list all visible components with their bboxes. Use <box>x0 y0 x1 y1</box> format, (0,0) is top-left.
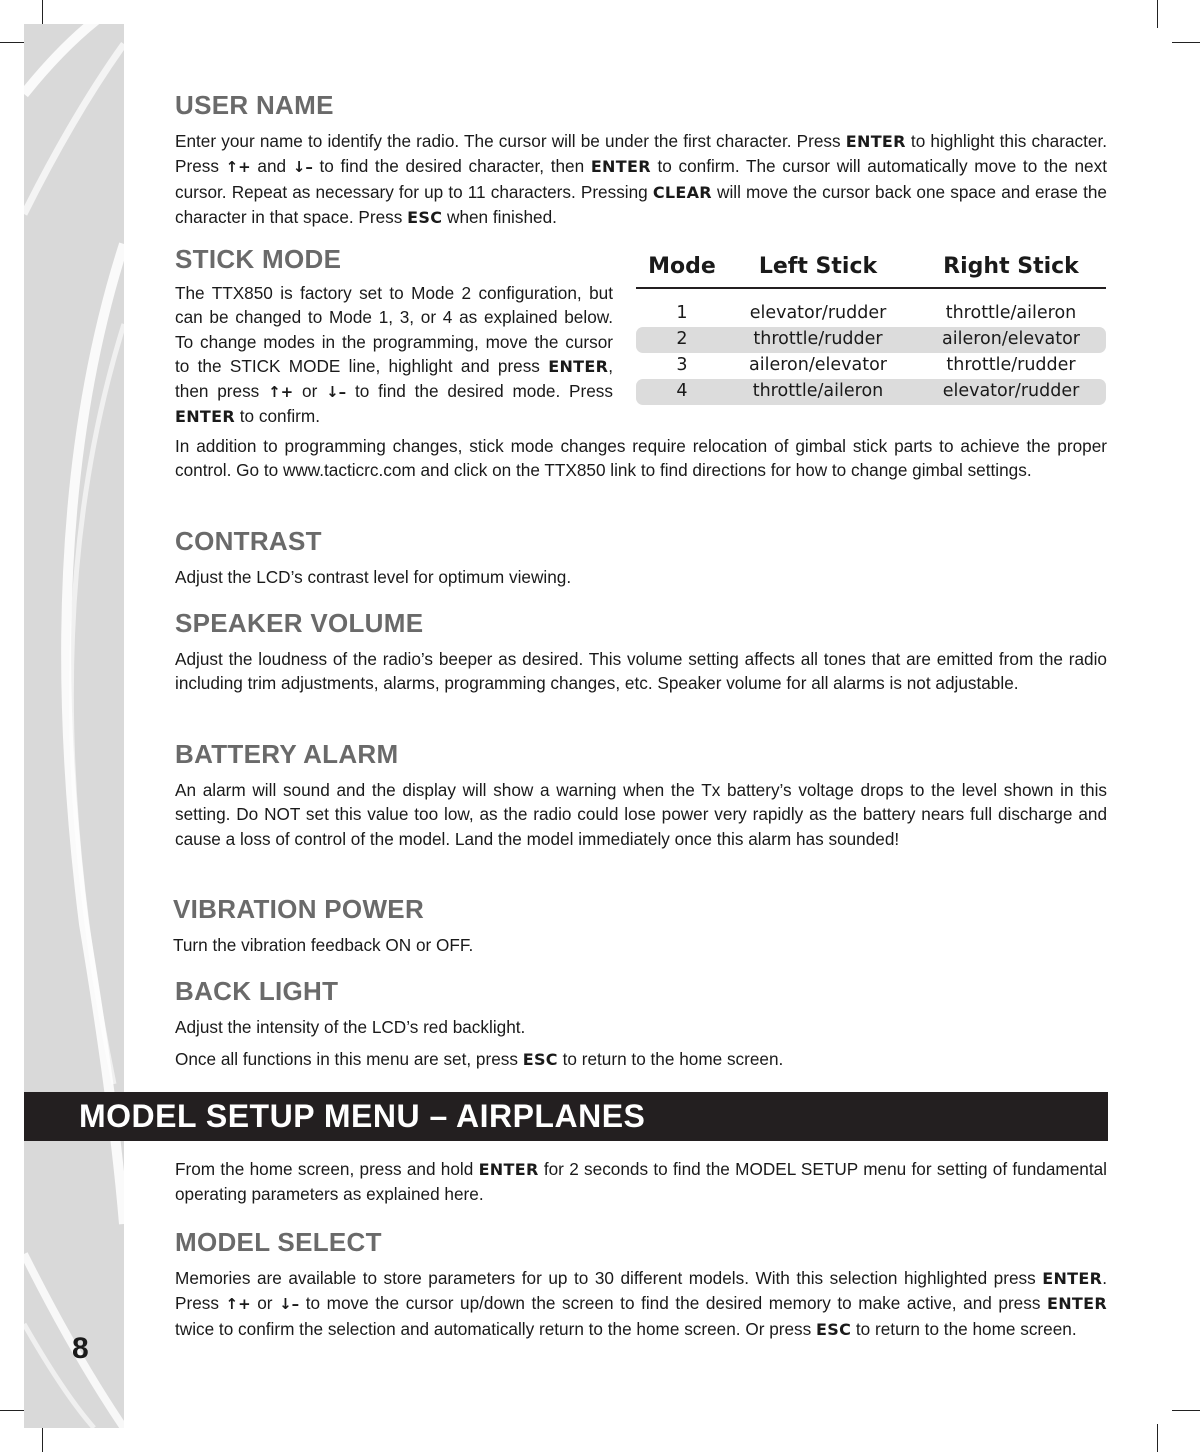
crop-mark <box>1157 0 1158 28</box>
user-name-section <box>175 90 1107 230</box>
model-select-section <box>175 1227 1107 1342</box>
down-minus-key-icon: ↓– <box>292 158 313 177</box>
section-title: VIBRATION POWER <box>173 894 425 924</box>
table-row: 3 aileron/elevator throttle/rudder <box>676 355 1076 375</box>
down-minus-key-icon: ↓– <box>279 1295 300 1314</box>
section-body: In addition to programming changes, stick mode changes require relocation of gimbal stick parts to achieve the proper control. Go to www.tacticrc.com and click on the TTX850 link to find directions for how to change gimbal settings. <box>175 436 1107 481</box>
stick-mode-note <box>175 434 1107 483</box>
section-body: An alarm will sound and the display will show a warning when the Tx battery’s voltage drops to the level shown in this setting. Do NOT set this value too low, as the radio could lose power very rapidly as the battery nears full discharge and cause a loss of control of the model. Land the model immediately once this alarm has sounded! <box>175 780 1107 849</box>
speaker-volume-section <box>175 608 1107 696</box>
section-title: BATTERY ALARM <box>175 739 399 769</box>
section-body: Adjust the loudness of the radio’s beeper as desired. This volume setting affects all tones that are emitted from the radio including trim adjustments, alarms, programming changes, etc. Speaker volume for all alarms is not adjustable. <box>175 649 1107 694</box>
banner-title: MODEL SETUP MENU – AIRPLANES <box>79 1098 646 1134</box>
stick-mode-table <box>636 250 1106 405</box>
decorative-sidebar <box>24 24 124 1428</box>
section-title: MODEL SELECT <box>175 1227 382 1257</box>
section-body: The TTX850 is factory set to Mode 2 configuration, but can be changed to Mode 1, 3, or 4 as explained below. To change modes in the programming, move the cursor to the STICK MODE line, highlight and press ENTER, then press ↑+ or ↓– to find the desired mode. Press ENTER to confirm. <box>175 283 613 427</box>
crop-mark <box>42 1424 43 1452</box>
page-number: 8 <box>72 1332 89 1365</box>
closing-note: Once all functions in this menu are set, press ESC to return to the home screen. <box>175 1049 784 1070</box>
back-light-section <box>175 976 1107 1073</box>
section-body: Adjust the LCD’s contrast level for optimum viewing. <box>175 567 572 587</box>
crop-mark <box>1157 1424 1158 1452</box>
column-header: Right Stick <box>943 254 1079 279</box>
down-minus-key-icon: ↓– <box>326 383 347 402</box>
section-title: BACK LIGHT <box>175 976 339 1006</box>
vibration-power-section <box>173 894 1105 957</box>
column-header: Mode <box>648 254 716 279</box>
column-header: Left Stick <box>758 254 878 279</box>
stick-mode-section <box>175 244 613 430</box>
up-plus-key-icon: ↑+ <box>225 158 251 177</box>
contrast-section <box>175 526 1107 589</box>
table-header <box>636 250 1106 289</box>
section-title: SPEAKER VOLUME <box>175 608 424 638</box>
section-title: CONTRAST <box>175 526 322 556</box>
section-body: Adjust the intensity of the LCD’s red backlight. <box>175 1017 526 1037</box>
section-body: Memories are available to store parameters for up to 30 different models. With this selection highlighted press ENTER. Press ↑+ or ↓– to move the cursor up/down the screen to find the desired memory to make active, and press ENTER twice to confirm the selection and automatically return to the home screen. Or press ESC to return to the home screen. <box>175 1268 1107 1339</box>
sidebar-swoosh-graphic <box>24 24 124 1428</box>
crop-mark <box>1172 1410 1200 1411</box>
table-row: 4 throttle/aileron elevator/rudder <box>636 379 1106 405</box>
section-title: STICK MODE <box>175 244 342 274</box>
section-body: Enter your name to identify the radio. The cursor will be under the first character. Press ENTER to highlight this character. Press ↑+ and ↓– to find the desired character, then ENTER to confirm. The cursor will automatically move to the next cursor. Repeat as necessary for up to 11 characters. Pressing CLEAR will move the cursor back one space and erase the character in that space. Press ESC when finished. <box>175 131 1107 227</box>
up-plus-key-icon: ↑+ <box>268 383 294 402</box>
section-title: USER NAME <box>175 90 334 120</box>
section-body: From the home screen, press and hold ENTER for 2 seconds to find the MODEL SETUP menu for setting of fundamental operating parameters as explained here. <box>175 1159 1107 1205</box>
crop-mark <box>1172 42 1200 43</box>
battery-alarm-section <box>175 739 1107 851</box>
table-row: 2 throttle/rudder aileron/elevator <box>636 327 1106 353</box>
section-body: Turn the vibration feedback ON or OFF. <box>173 935 474 955</box>
table-row: 1 elevator/rudder throttle/aileron <box>676 303 1077 323</box>
section-banner <box>24 1092 1108 1141</box>
model-setup-intro <box>175 1157 1107 1207</box>
up-plus-key-icon: ↑+ <box>225 1295 251 1314</box>
